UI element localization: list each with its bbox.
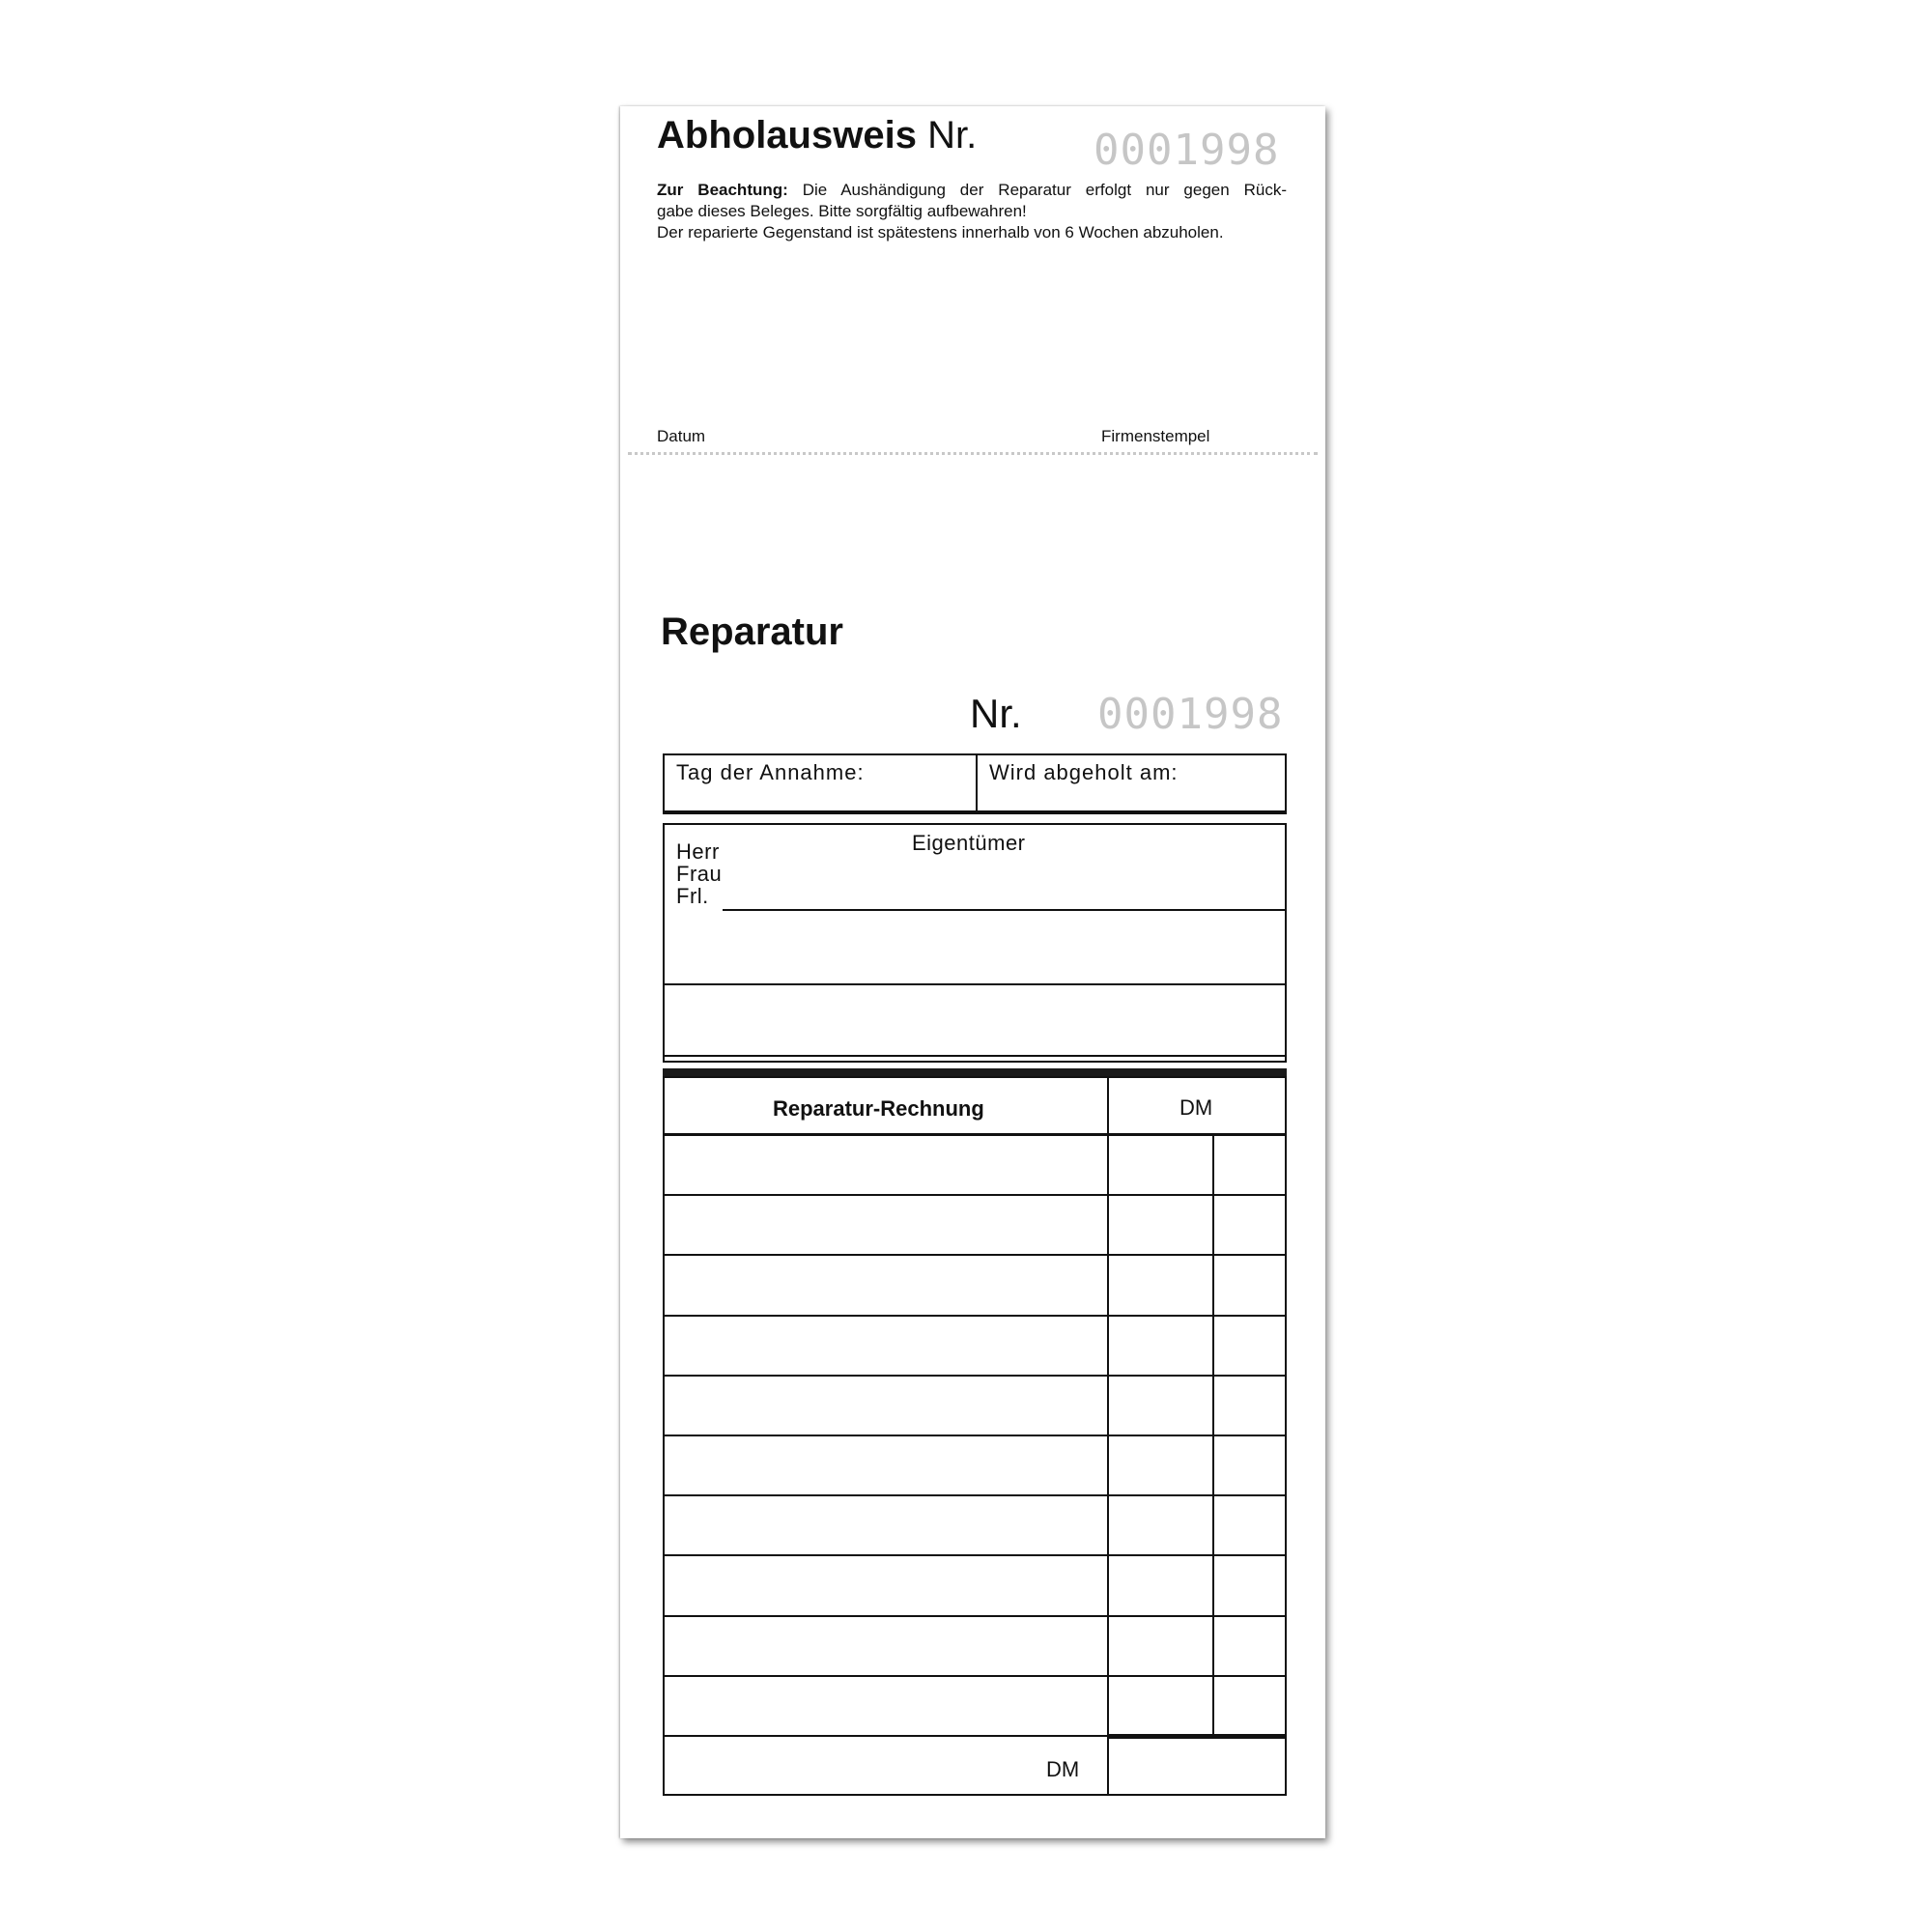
owner-address-line-2[interactable]: [663, 1055, 1287, 1057]
notice-line-3: Der reparierte Gegenstand ist spätestens innerhalb von 6 Wochen abzuholen.: [657, 223, 1224, 242]
notice-line-2: gabe dieses Beleges. Bitte sorgfältig aufbewahren!: [657, 202, 1027, 220]
form-sheet: [620, 106, 1325, 1838]
salutation-herr: Herr: [676, 839, 720, 864]
pickup-slip-serial: 0001998: [1094, 126, 1280, 175]
date-label: Datum: [657, 427, 706, 445]
invoice-heading: Reparatur-Rechnung: [773, 1096, 984, 1121]
owner-address-line-1[interactable]: [663, 983, 1287, 985]
invoice-row-line[interactable]: [663, 1194, 1287, 1196]
invoice-row-line[interactable]: [663, 1615, 1287, 1617]
pickup-notice: [657, 180, 1287, 243]
stamp-label: Firmenstempel: [1101, 427, 1210, 445]
pickup-date-field[interactable]: Wird abgeholt am:: [989, 760, 1179, 784]
repair-title: Reparatur: [661, 611, 843, 653]
intake-date-field[interactable]: Tag der Annahme:: [676, 760, 865, 784]
invoice-row-line[interactable]: [663, 1435, 1287, 1436]
currency-heading: DM: [1179, 1095, 1213, 1120]
dates-divider: [976, 753, 978, 812]
owner-heading: Eigentümer: [912, 831, 1026, 855]
invoice-row-line[interactable]: [663, 1494, 1287, 1496]
total-amount-field[interactable]: [1111, 1741, 1285, 1794]
invoice-total-line: [1107, 1734, 1287, 1739]
invoice-row-line[interactable]: [663, 1554, 1287, 1556]
invoice-row-line[interactable]: [663, 1675, 1287, 1677]
total-label: DM: [1046, 1757, 1080, 1781]
invoice-row-line[interactable]: [663, 1315, 1287, 1317]
owner-box: [663, 823, 1287, 1063]
pickup-slip-title: [657, 114, 977, 157]
repair-nr-label: Nr.: [970, 691, 1022, 736]
pickup-slip-title-nr: Nr.: [927, 114, 978, 156]
salutation-frl: Frl.: [676, 884, 709, 908]
repair-serial: 0001998: [1097, 690, 1284, 739]
dates-underline: [663, 811, 1287, 814]
invoice-header-line: [663, 1133, 1287, 1136]
invoice-row-line[interactable]: [663, 1735, 1107, 1737]
notice-line-1: Die Aushändigung der Reparatur erfolgt nur gegen Rück-: [802, 181, 1287, 199]
invoice-row-line[interactable]: [663, 1375, 1287, 1377]
perforation-line: [628, 452, 1318, 455]
notice-label: Zur Beachtung:: [657, 181, 788, 199]
salutation-frau: Frau: [676, 862, 723, 886]
owner-name-line[interactable]: [723, 909, 1286, 911]
pickup-slip-title-bold: Abholausweis: [657, 114, 917, 156]
invoice-row-line[interactable]: [663, 1254, 1287, 1256]
